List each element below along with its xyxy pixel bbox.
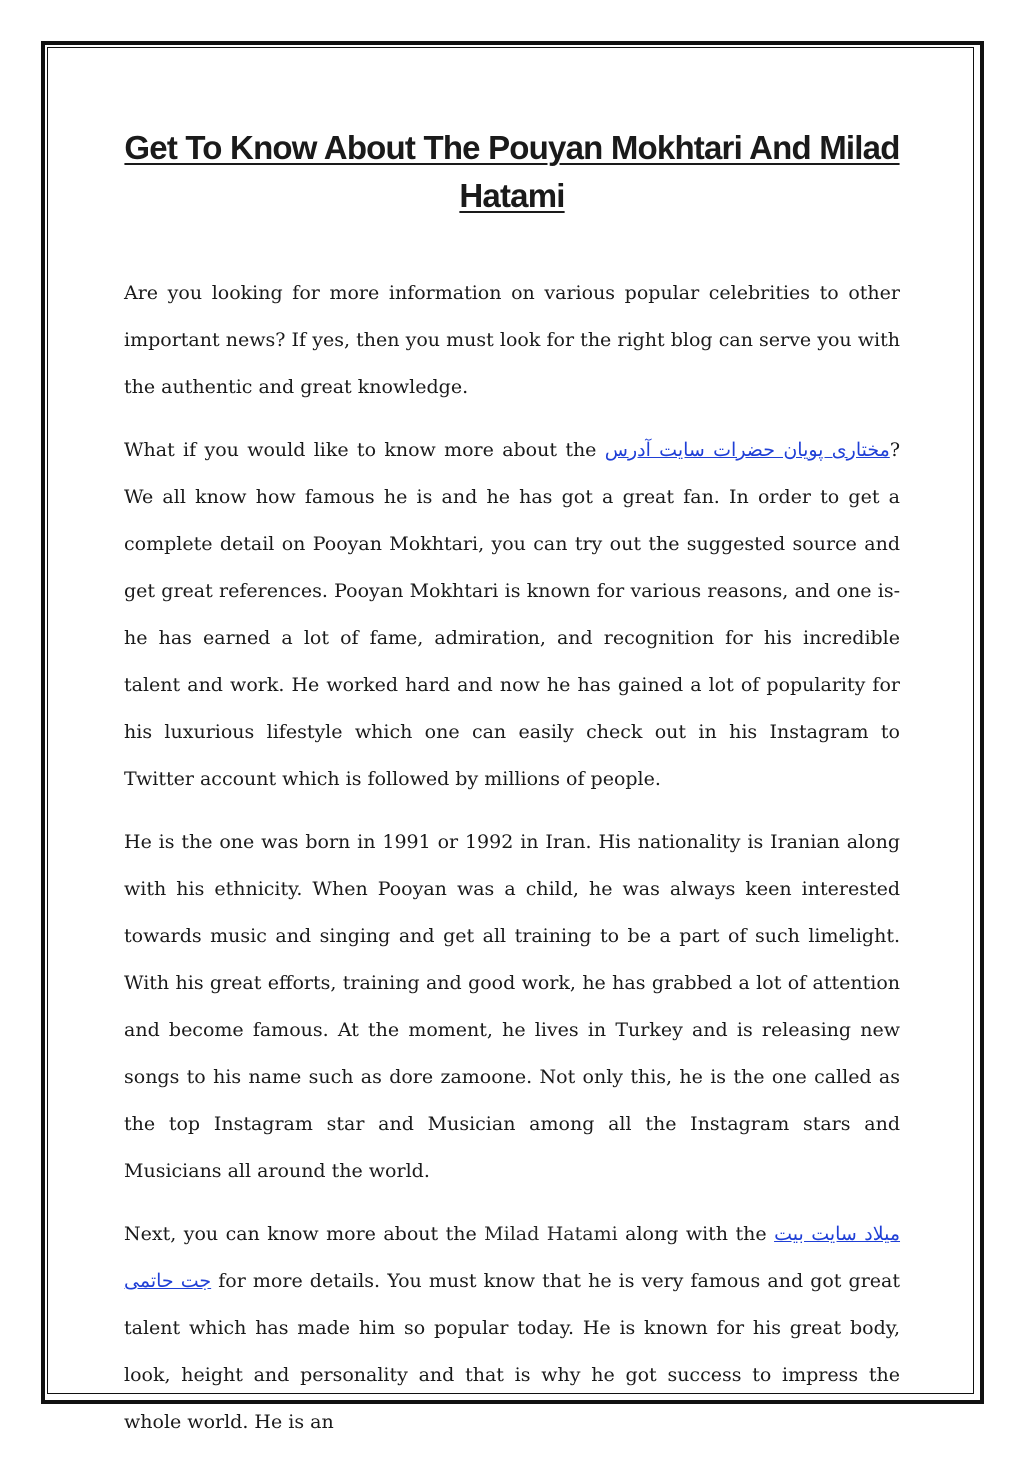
paragraph-text: ? We all know how famous he is and he has got a great fan. In order to get a complete detail on Pooyan Mokhtari, you can try out the suggested source and get great references. Pooyan Mokhtari is known for various reasons, and one is- he has earned a lot of fame, admiration, and recognition for his incredible talent and work. He worked hard and now he has gained a lot of popularity for his luxurious lifestyle which one can easily check out in his Instagram to Twitter account which is followed by millions of people. [124,439,900,790]
paragraph-text: What if you would like to know more about the [124,439,605,461]
paragraph-text: Next, you can know more about the [124,1223,485,1245]
milad-hatami-name: Milad Hatami [484,1223,618,1245]
milad-hatami-link[interactable]: میلاد سایت بیت جت حاتمی [124,1223,901,1292]
document-title: Get To Know About The Pouyan Mokhtari And Milad Hatami [124,129,900,214]
paragraph-text: along with the [617,1223,775,1245]
paragraph-biography: He is the one was born in 1991 or 1992 in Iran. His nationality is Iranian along with his ethnicity. When Pooyan was a child, he was always keen interested towards music and singing and get all training to be a part of such limelight. With his great efforts, training and good work, he has grabbed a lot of attention and become famous. At the moment, he lives in Turkey and is releasing new songs to his name such as dore zamoone. Not only this, he is the one called as the top Instagram star and Musician among all the Instagram stars and Musicians all around the world. [124,831,900,1182]
paragraph-intro: Are you looking for more information on various popular celebrities to other important news? If yes, then you must look for the right blog can serve you with the authentic and great knowledge. [124,282,900,398]
paragraph-text: for more details. You must know that he is very famous and got great talent which has made him so popular today. He is known for his great body, look, height and personality and that is why he got success to impress the whole world. He is an [124,1270,900,1433]
pouyan-mokhtari-link[interactable]: مختاری پویان حضرات سایت آدرس [604,439,890,461]
paragraph-pouyan [124,427,900,803]
document-body [124,124,900,1462]
paragraph-milad [124,1211,900,1446]
